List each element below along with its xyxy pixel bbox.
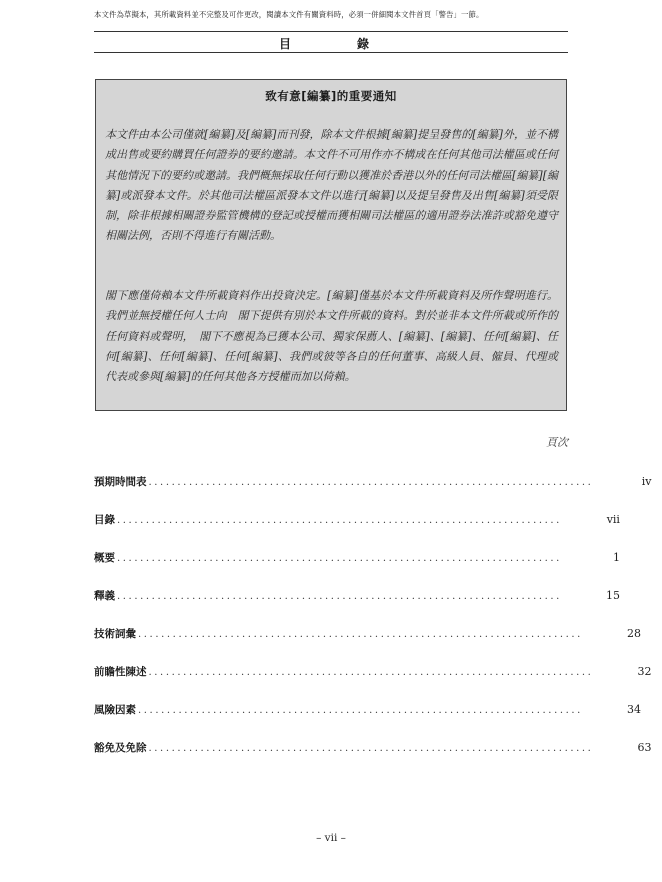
page-number: – vii –: [316, 832, 346, 844]
toc-entry-label: 豁免及免除: [94, 742, 147, 754]
notice-paragraph-2-text: 閣下應僅倚賴本文件所載資料作出投資決定。[編纂]僅基於本文件所載資料及所作聲明進行。我們並無授權任何人士向 閣下提供有別於本文件所載的資料。對於並非本文件所載或所作的任何資料或聲明， 閣下不應視為已獲本公司、獨家保薦人、[編纂]、[編纂]、任何[編纂]、任何[編纂]、任何[編纂]、任何[編纂]、我們或彼等各自的任何董事、高級人員、僱員、代理或代表或參與[編纂]的任何其他各方授權而加以倚賴。: [105, 289, 558, 384]
toc-entry-page: 1: [612, 551, 620, 564]
toc-entry-page: 63: [637, 741, 652, 754]
draft-warning-notice: 本文件為草擬本，其所載資料並不完整及可作更改，閱讀本文件有關資料時，必須一併細閱本文件首頁「警告」一節。: [94, 10, 484, 19]
toc-entry-risk-factors[interactable]: [94, 702, 641, 740]
toc-entry-page: 32: [637, 665, 652, 678]
toc-entry-page: 15: [605, 589, 620, 602]
header-top-rule: [94, 31, 568, 32]
toc-entry-waivers[interactable]: [94, 740, 652, 778]
toc-entry-label: 技術詞彙: [94, 628, 136, 640]
toc-entry-forward-looking[interactable]: [94, 664, 652, 702]
table-of-contents: [94, 474, 652, 778]
toc-entry-summary[interactable]: [94, 550, 620, 588]
notice-paragraph-2: [105, 286, 558, 387]
toc-entry-label: 預期時間表: [94, 476, 147, 488]
toc-entry-glossary[interactable]: [94, 626, 641, 664]
toc-leader-dots: .............................................................................: [138, 629, 583, 640]
toc-leader-dots: .............................................................................: [117, 591, 562, 602]
toc-entry-label: 目錄: [94, 514, 115, 526]
toc-entry-label: 風險因素: [94, 704, 136, 716]
toc-leader-dots: .............................................................................: [138, 705, 583, 716]
toc-leader-dots: .............................................................................: [148, 667, 594, 678]
toc-entry-label: 釋義: [94, 590, 115, 602]
notice-title: 致有意[編纂]的重要通知: [265, 89, 397, 103]
toc-leader-dots: .............................................................................: [148, 477, 594, 488]
page-column-label: 頁次: [546, 436, 568, 449]
page-title: 目 錄: [278, 37, 383, 51]
toc-entry-label: 前瞻性陳述: [94, 666, 147, 678]
toc-entry-definitions[interactable]: [94, 588, 620, 626]
toc-entry-page: iv: [641, 475, 652, 488]
toc-entry-page: 34: [626, 703, 641, 716]
toc-entry-page: vii: [606, 513, 620, 526]
toc-entry-page: 28: [626, 627, 641, 640]
notice-paragraph-1-text: 本文件由本公司僅就[編纂]及[編纂]而刊發，除本文件根據[編纂]提呈發售的[編纂]外，並不構成出售或要約購買任何證券的要約邀請。本文件不可用作亦不構成在任何其他司法權區或任何其他情況下的要約或邀請。我們概無採取任何行動以獲准於香港以外的任何司法權區[編纂][編纂]或派發本文件。於其他司法權區派發本文件以進行[編纂]以及提呈發售及出售[編纂]須受限制，除非根據相關證券監管機構的登記或授權而獲相關司法權區的適用證券法准許或豁免遵守相關法例，否則不得進行有關活動。: [105, 128, 558, 243]
toc-leader-dots: .............................................................................: [148, 743, 594, 754]
toc-entry-label: 概要: [94, 552, 115, 564]
toc-entry-expected-timetable[interactable]: [94, 474, 652, 512]
toc-leader-dots: .............................................................................: [117, 553, 562, 564]
header-bottom-rule: [94, 52, 568, 53]
important-notice-box: [95, 79, 567, 411]
toc-leader-dots: .............................................................................: [117, 515, 562, 526]
toc-entry-contents[interactable]: [94, 512, 620, 550]
notice-paragraph-1: [105, 125, 558, 247]
